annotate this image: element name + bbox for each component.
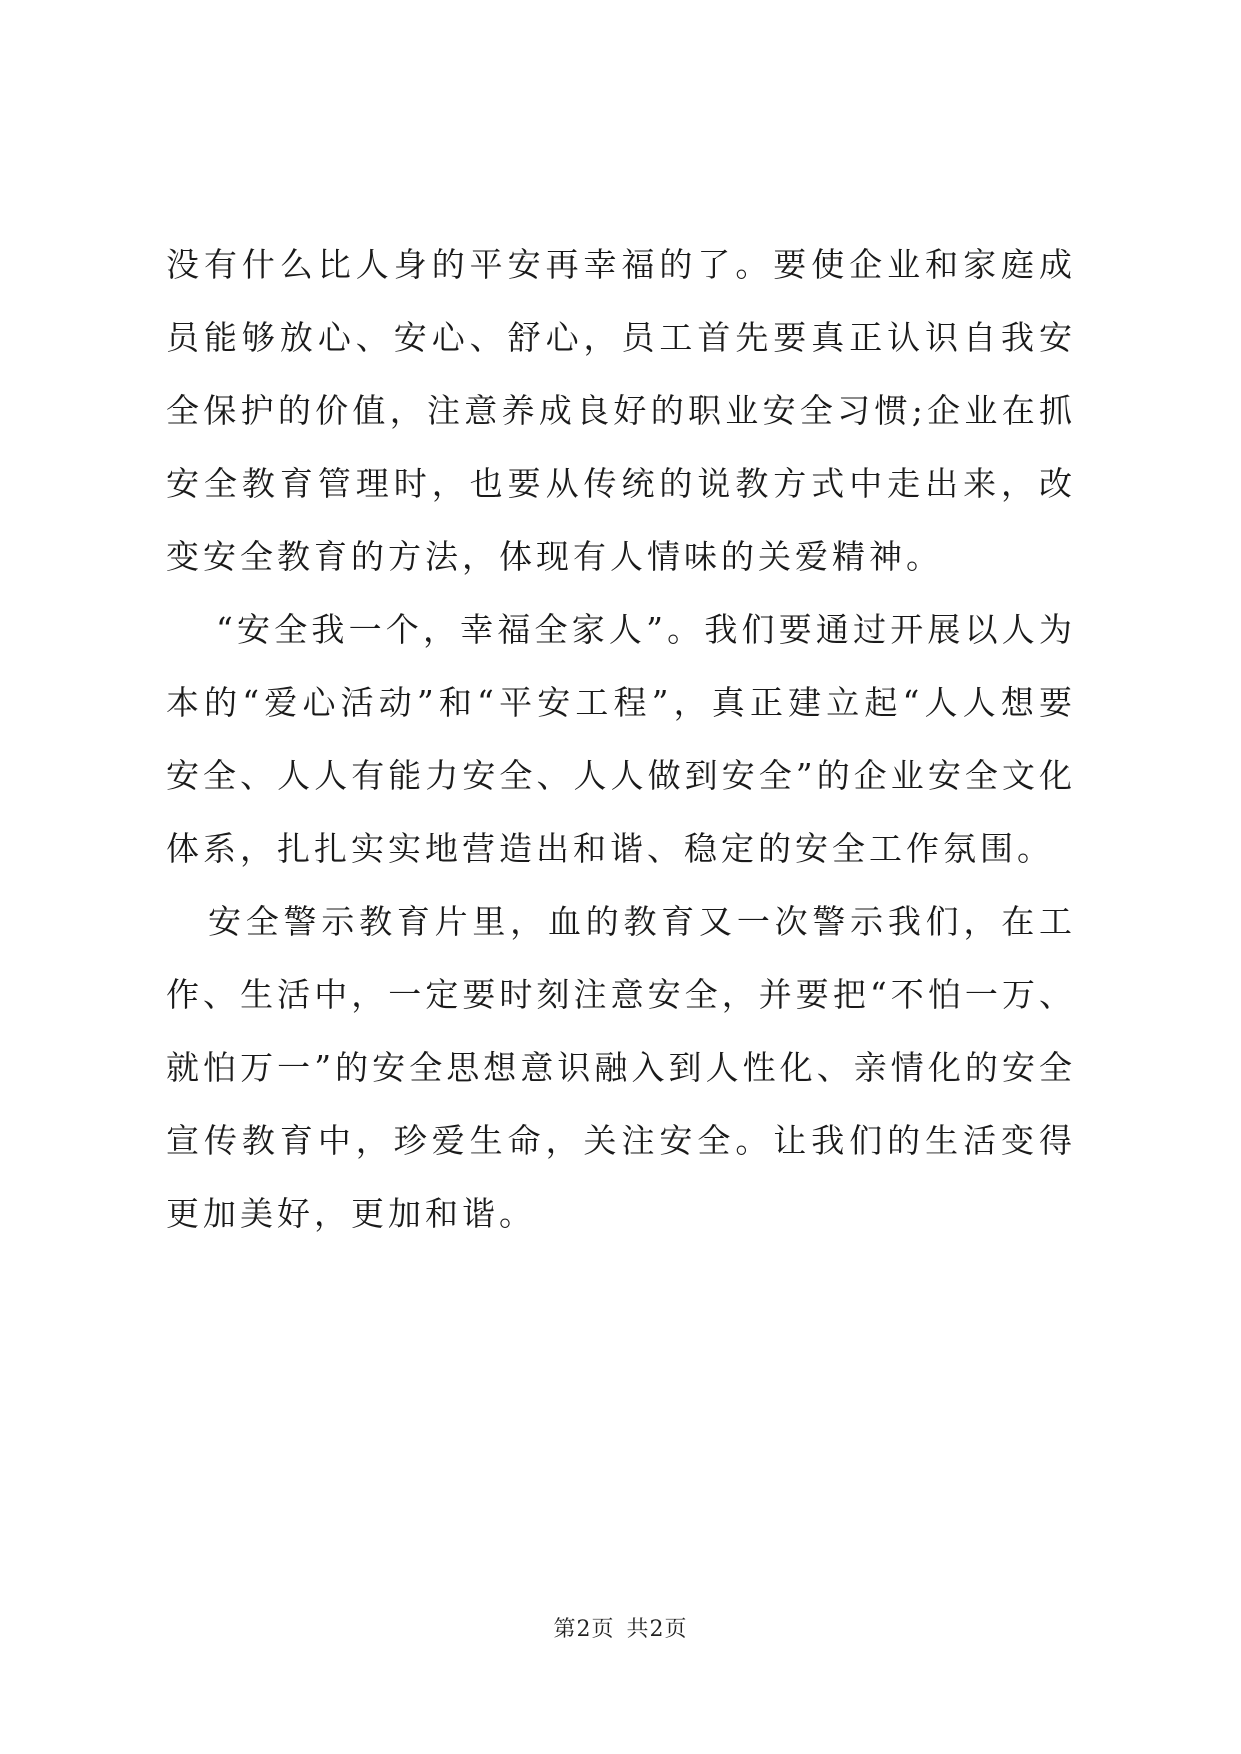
page-footer [0,1612,1241,1643]
paragraph-1: 没有什么比人身的平安再幸福的了。要使企业和家庭成员能够放心、安心、舒心，员工首先要真正认识自我安全保护的价值，注意养成良好的职业安全习惯;企业在抓安全教育管理时，也要从传统的说教方式中走出来，改变安全教育的方法，体现有人情味的关爱精神。 [166,245,1076,576]
page-number: 第2页 [553,1617,615,1642]
document-body [166,228,1076,1250]
paragraph-2: “安全我一个，幸福全家人”。我们要通过开展以人为本的“爱心活动”和“平安工程”，真正建立起“人人想要安全、人人有能力安全、人人做到安全”的企业安全文化体系，扎扎实实地营造出和谐、稳定的安全工作氛围。 [166,610,1076,868]
paragraph-3: 安全警示教育片里，血的教育又一次警示我们，在工作、生活中，一定要时刻注意安全，并要把“不怕一万、就怕万一”的安全思想意识融入到人性化、亲情化的安全宣传教育中，珍爱生命，关注安全。让我们的生活变得更加美好，更加和谐。 [166,902,1076,1233]
page-total: 共2页 [626,1617,688,1642]
